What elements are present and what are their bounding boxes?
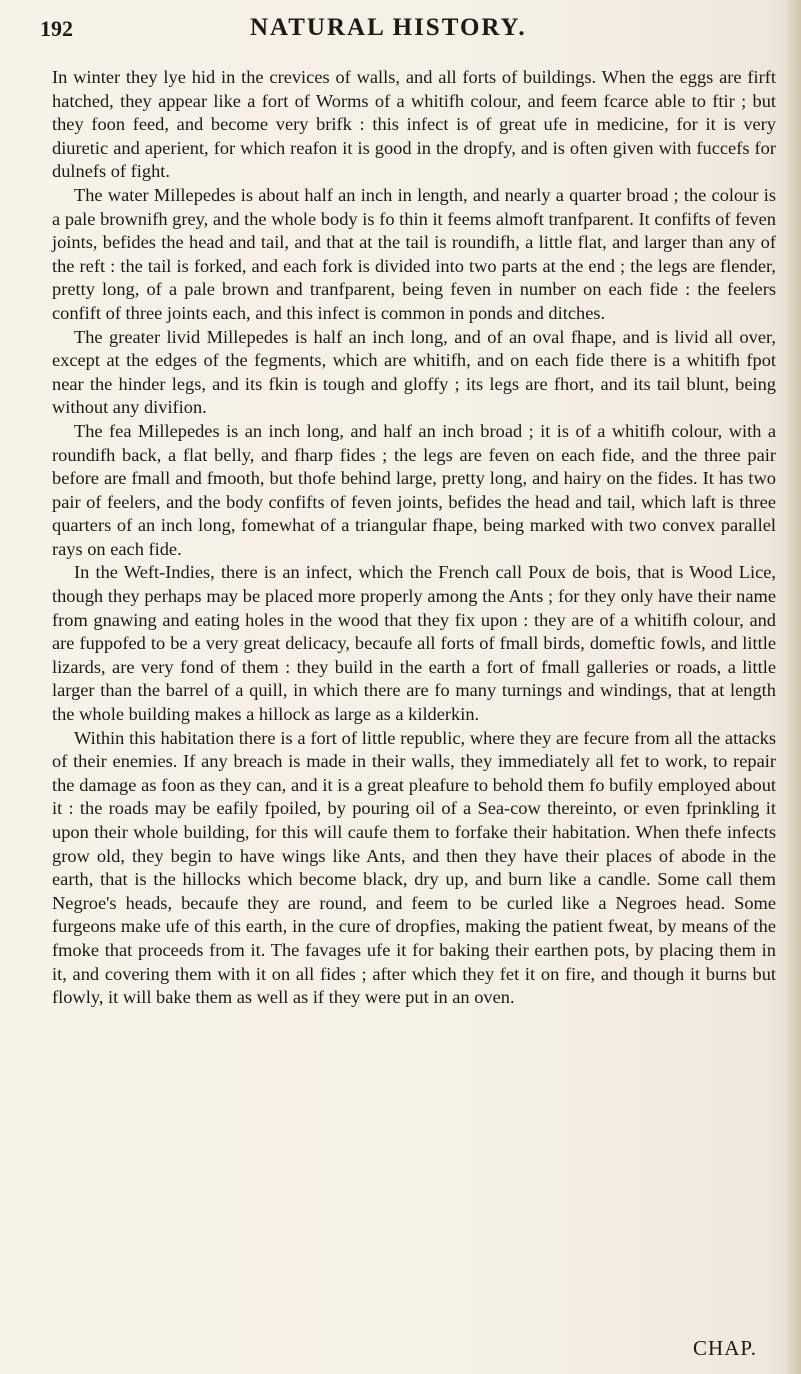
- page-edge: [787, 0, 801, 1374]
- paragraph-6: Within this habitation there is a fort of little republic, where they are fecure from all the attacks of their enemies. If any breach is made in their walls, they immediately all fet to work, to repair the damage as foon as they can, and it is a great pleafure to behold them fo bufily employed about it : the roads may be eafily fpoiled, by pouring oil of a Sea-cow thereinto, or even fprinkling it upon their whole building, for this will caufe them to forfake their habitation. When thefe infects grow old, they begin to have wings like Ants, and then they have their places of abode in the earth, that is the hillocks which become black, dry up, and burn like a candle. Some call them Negroe's heads, becaufe they are round, and feem to be curled like a Negroes head. Some furgeons make ufe of this earth, in the cure of dropfies, making the patient fweat, by means of the fmoke that proceeds from it. The favages ufe it for baking their earthen pots, by placing them in it, and covering them with it on all fides ; after which they fet it on fire, and though it burns but flowly, it will bake them as well as if they were put in an oven.: [52, 727, 776, 1008]
- paragraph-1: In winter they lye hid in the crevices of walls, and all forts of buildings. When the eggs are firft hatched, they appear like a fort of Worms of a whitifh colour, and feem fcarce able to ftir ; but they foon feed, and become very brifk : this infect is of great ufe in medicine, for it is very diuretic and aperient, for which reafon it is good in the dropfy, and is often given with fuccefs for dulnefs of fight.: [52, 67, 776, 182]
- running-head: NATURAL HISTORY.: [250, 14, 527, 41]
- paragraph-2: The water Millepedes is about half an inch in length, and nearly a quarter broad ; the colour is a pale brownifh grey, and the whole body is fo thin it feems almoft tranfparent. It confifts of feven joints, befides the head and tail, and that at the tail is roundifh, a little flat, and larger than any of the reft : the tail is forked, and each fork is divided into two parts at the end ; the legs are flender, pretty long, of a pale brown and tranfparent, being feven in number on each fide : the feelers confift of three joints each, and this infect is common in ponds and ditches.: [52, 184, 776, 323]
- catchword: CHAP.: [693, 1336, 757, 1360]
- page-header: [40, 10, 780, 50]
- paragraph-4: The fea Millepedes is an inch long, and half an inch broad ; it is of a whitifh colour, with a roundifh back, a flat belly, and fharp fides ; the legs are feven on each fide, and the three pair before are fmall and fmooth, but thofe behind large, pretty long, and hairy on the fides. It has two pair of feelers, and the body confifts of feven joints, befides the head and tail, which laft is three quarters of an inch long, fomewhat of a triangular fhape, being marked with two convex parallel rays on each fide.: [52, 420, 776, 559]
- page-number: 192: [40, 16, 73, 41]
- paragraph-5: In the Weft-Indies, there is an infect, which the French call Poux de bois, that is Wood Lice, though they perhaps may be placed more properly among the Ants ; for they only have their name from gnawing and eating holes in the wood that they fix upon : they are of a whitifh colour, and are fuppofed to be a very great delicacy, becaufe all forts of fmall birds, domeftic fowls, and little lizards, are very fond of them : they build in the earth a fort of fmall galleries or roads, a little larger than the barrel of a quill, in which there are fo many turnings and windings, that at length the whole building makes a hillock as large as a kilderkin.: [52, 562, 776, 725]
- body-text: [52, 66, 776, 1010]
- paragraph-3: The greater livid Millepedes is half an inch long, and of an oval fhape, and is livid all over, except at the edges of the fegments, which are whitifh, and on each fide there is a whitifh fpot near the hinder legs, and its fkin is tough and gloffy ; its legs are fhort, and its tail blunt, being without any divifion.: [52, 326, 776, 418]
